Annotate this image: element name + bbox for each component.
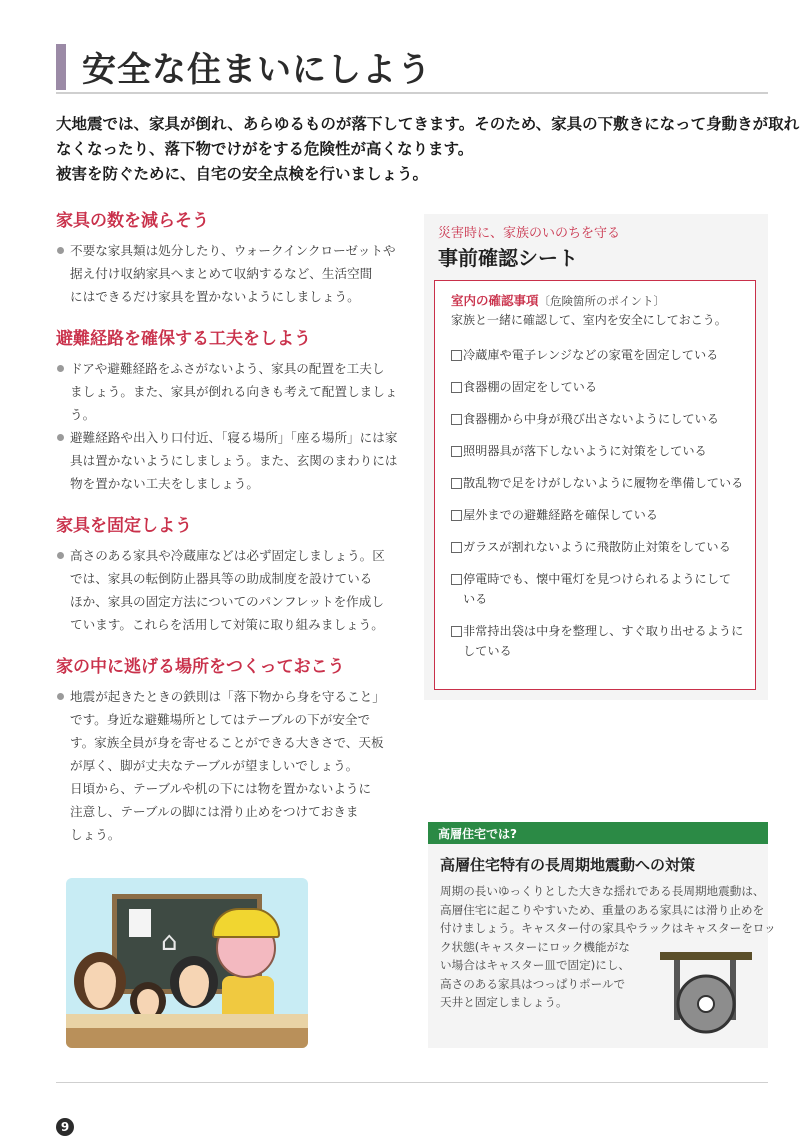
title-divider (56, 92, 768, 94)
highrise-line: 高さのある家具はつっぱりポールで (440, 976, 626, 991)
sheet-kicker: 災害時に、家族のいのちを守る (438, 226, 621, 241)
checklist-text-cont: いる (463, 592, 488, 606)
section-reduce-furniture (56, 206, 408, 308)
bullet-item (56, 544, 408, 636)
checklist-item[interactable] (451, 409, 751, 429)
section-heading: 避難経路を確保する工夫をしよう (56, 329, 311, 349)
bullet-item (56, 357, 408, 426)
section-fix-furniture (56, 511, 408, 636)
checklist-item[interactable] (451, 569, 751, 609)
highrise-line: ク状態(キャスターにロック機能がな (440, 939, 630, 954)
checklist-text: 非常持出袋は中身を整理し、すぐ取り出せるように (463, 624, 744, 638)
bullet-line: う。 (70, 407, 96, 422)
plain-line: しょう。 (70, 827, 121, 842)
bullet-line: 高さのある家具や冷蔵庫などは必ず固定しましょう。区 (70, 548, 385, 563)
highrise-line: 付けましょう。キャスター付の家具やラックはキャスターをロッ (440, 921, 776, 935)
checklist-heading (451, 291, 665, 309)
checklist-text: 冷蔵庫や電子レンジなどの家電を固定している (463, 348, 719, 362)
family-illustration (66, 878, 308, 1048)
checklist-heading-main: 室内の確認事項 (451, 293, 539, 308)
bullet-line: が厚く、脚が丈夫なテーブルが望ましいでしょう。 (70, 758, 359, 773)
checklist-text: 照明器具が落下しないように対策をしている (463, 444, 707, 458)
caster-wheel-icon (660, 952, 752, 1036)
checklist-text: ガラスが割れないように飛散防止対策をしている (463, 540, 731, 554)
checklist-lead: 家族と一緒に確認して、室内を安全にしておこう。 (451, 313, 727, 327)
checklist-item[interactable] (451, 537, 751, 557)
bullet-line: では、家具の転倒防止器具等の助成制度を設けている (70, 571, 373, 586)
page-title: 安全な住まいにしよう (82, 50, 432, 90)
intro-line: 被害を防ぐために、自宅の安全点検を行いましょう。 (56, 165, 429, 183)
bullet-line: ましょう。また、家具が倒れる向きも考えて配置しましょ (70, 384, 398, 399)
highrise-line: 周期の長いゆっくりとした大きな揺れである長周期地震動は、 (440, 884, 765, 898)
highrise-title: 高層住宅特有の長周期地震動への対策 (440, 856, 696, 874)
highrise-label-bar: 高層住宅では? (428, 822, 768, 844)
title-accent-bar (56, 44, 66, 90)
checklist-text: 食器棚の固定をしている (463, 380, 598, 394)
bullet-line: にはできるだけ家具を置かないようにしましょう。 (70, 289, 360, 304)
checklist-text: 屋外までの避難経路を確保している (463, 508, 658, 522)
check-sheet (424, 214, 768, 700)
intro-text (56, 112, 800, 187)
checklist-item[interactable] (451, 505, 751, 525)
intro-line: なくなったり、落下物でけがをする危険性が高くなります。 (56, 140, 474, 158)
desk-front (66, 1028, 308, 1048)
highrise-line: い場合はキャスター皿で固定)にし、 (440, 958, 631, 972)
helmet-icon (212, 908, 280, 938)
bullet-line: 据え付け収納家具へまとめて収納するなど、生活空間 (70, 266, 373, 281)
bullet-item (56, 426, 408, 495)
house-drawing-icon: ⌂ (161, 927, 178, 957)
footer-divider (56, 1082, 768, 1083)
page-number: 9 (56, 1118, 74, 1136)
left-column (56, 206, 408, 862)
checklist (451, 345, 751, 673)
section-heading: 家具の数を減らそう (56, 211, 209, 231)
section-heading: 家具を固定しよう (56, 516, 192, 536)
bullet-line: 物を置かない工夫をしましょう。 (70, 476, 259, 491)
section-heading: 家の中に逃げる場所をつくっておこう (56, 657, 345, 677)
plain-line: 日頃から、テーブルや机の下には物を置かないように (70, 781, 372, 796)
checklist-text: 散乱物で足をけがしないように履物を準備している (463, 476, 744, 490)
checklist-text: 食器棚から中身が飛び出さないようにしている (463, 412, 719, 426)
checklist-item[interactable] (451, 621, 751, 661)
bullet-item (56, 685, 408, 777)
bullet-line: 地震が起きたときの鉄則は「落下物から身を守ること」 (70, 689, 385, 704)
paper-sheet (129, 909, 151, 937)
sheet-title: 事前確認シート (438, 246, 578, 270)
bullet-line: ています。これらを活用して対策に取り組みましょう。 (70, 617, 384, 632)
bullet-line: 具は置かないようにしましょう。また、玄関のまわりには (70, 453, 398, 468)
section-evacuation-route (56, 324, 408, 495)
bullet-line: 避難経路や出入り口付近、「寝る場所」「座る場所」には家 (70, 430, 398, 445)
mother-figure (74, 952, 126, 1010)
highrise-line: 天井と固定しましょう。 (440, 995, 568, 1009)
bullet-item (56, 239, 408, 308)
checklist-text-cont: している (463, 644, 512, 658)
plain-paragraph (56, 777, 408, 846)
bullet-line: す。家族全員が身を寄せることができる大きさで、天板 (70, 735, 384, 750)
checklist-item[interactable] (451, 473, 751, 493)
checklist-item[interactable] (451, 441, 751, 461)
bullet-line: です。身近な避難場所としてはテーブルの下が安全で (70, 712, 371, 727)
checklist-heading-sub: 〔危険箇所のポイント〕 (538, 294, 666, 308)
checklist-box (434, 280, 756, 690)
plain-line: 注意し、テーブルの脚には滑り止めをつけておきま (70, 804, 359, 819)
bullet-line: 不要な家具類は処分したり、ウォークインクローゼットや (70, 243, 396, 258)
highrise-panel (428, 844, 776, 1048)
checklist-item[interactable] (451, 377, 751, 397)
section-safe-place (56, 652, 408, 846)
father-figure (170, 956, 218, 1008)
intro-line: 大地震では、家具が倒れ、あらゆるものが落下してきます。そのため、家具の下敷きになって身動きが取れ (56, 115, 800, 133)
bullet-line: ドアや避難経路をふさがないよう、家具の配置を工夫し (70, 361, 385, 376)
bullet-line: ほか、家具の固定方法についてのパンフレットを作成し (70, 594, 384, 609)
checklist-text: 停電時でも、懐中電灯を見つけられるようにして (463, 572, 732, 586)
highrise-line: 高層住宅に起こりやすいため、重量のある家具には滑り止めを (440, 902, 765, 917)
checklist-item[interactable] (451, 345, 751, 365)
